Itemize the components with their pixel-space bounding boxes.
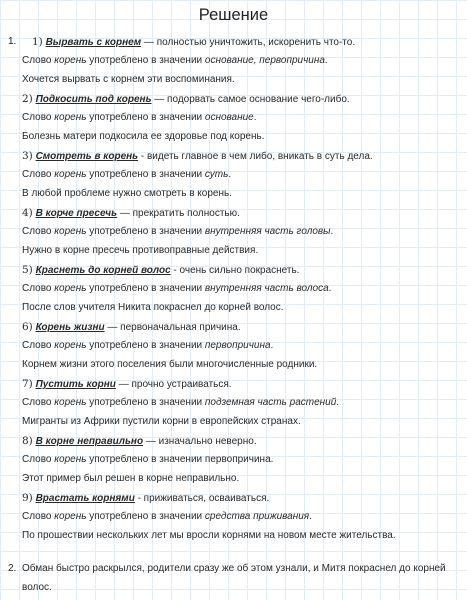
word-koren: корень: [54, 397, 87, 408]
example-sentence: По прошествии нескольких лет мы вросли корнями на новом месте жительства.: [22, 530, 396, 541]
usage-post: .: [270, 340, 274, 351]
example-sentence: После слов учителя Никита покраснел до корней волос.: [22, 302, 284, 313]
meaning-text: первопричина: [204, 340, 271, 351]
phrase-definition: - очень сильно покраснеть.: [170, 265, 300, 276]
word-koren: корень: [54, 454, 87, 465]
phrase-title: Вырвать с корнем: [45, 37, 142, 48]
usage-middle: употреблено в значении: [86, 340, 205, 351]
usage-middle: употреблено в значении: [86, 397, 205, 408]
phrase-definition: - приживаться, осваиваться.: [134, 493, 270, 504]
word-koren: корень: [54, 511, 87, 522]
phrase-heading: [22, 264, 299, 277]
example-sentence: Мигранты из Африки пустили корни в европейских странах.: [22, 416, 301, 427]
usage-post: .: [228, 169, 232, 180]
item-number: 3): [22, 150, 33, 162]
usage-prefix: Слово: [22, 55, 55, 66]
item-number: 4): [22, 207, 33, 219]
example-sentence: Нужно в корне пресечь противоправные действия.: [22, 245, 259, 256]
example-sentence: Болезнь матери подкосила ее здоровье под корень.: [22, 131, 265, 142]
phrase-title: Врастать корнями: [35, 493, 135, 504]
item-number: 1): [32, 36, 43, 48]
usage-prefix: Слово: [22, 511, 55, 522]
usage-prefix: Слово: [22, 340, 55, 351]
phrase-definition: - видеть главное в чем либо, вникать в суть дела.: [138, 151, 373, 162]
phrase-heading: [22, 435, 257, 448]
phrase-definition: — прекратить полностью.: [117, 208, 240, 219]
phrase-heading: [22, 321, 241, 334]
answer2-line1: Обман быстро раскрылся, родители сразу же об этом узнали, и Митя покраснел до корней: [22, 563, 446, 574]
meaning-text: основание: [204, 112, 254, 123]
usage-prefix: Слово: [22, 112, 55, 123]
phrase-title: В корче пресечь: [35, 208, 118, 219]
phrase-title: Корень жизни: [35, 322, 105, 333]
usage-post: .: [336, 397, 340, 408]
phrase-heading: [22, 93, 350, 106]
usage-middle: употреблено в значении: [86, 226, 205, 237]
answer2-line2: волос.: [22, 582, 52, 593]
list-marker-1: 1.: [8, 36, 17, 47]
usage-middle: употреблено в значении первопричина.: [86, 454, 274, 465]
phrase-heading: [22, 378, 232, 391]
example-sentence: В любой проблеме нужно смотреть в корень.: [22, 188, 232, 199]
usage-prefix: Слово: [22, 397, 55, 408]
item-number: 8): [22, 435, 33, 447]
example-sentence: Хочется вырвать с корнем эти воспоминания.: [22, 74, 235, 85]
usage-line: [22, 454, 273, 466]
word-koren: корень: [54, 169, 87, 180]
usage-line: [22, 511, 312, 523]
word-koren: корень: [54, 55, 87, 66]
usage-line: [22, 226, 333, 238]
usage-post: .: [330, 226, 334, 237]
usage-post: .: [309, 511, 312, 522]
meaning-text: средства приживания: [204, 511, 310, 522]
word-koren: корень: [54, 340, 87, 351]
phrase-definition: — изначально неверно.: [143, 436, 257, 447]
phrase-definition: — первоначальная причина.: [104, 322, 241, 333]
item-number: 7): [22, 378, 33, 390]
phrase-title: Пустить корни: [35, 379, 116, 390]
usage-prefix: Слово: [22, 226, 55, 237]
phrase-heading: [22, 207, 240, 220]
item-number: 2): [22, 93, 33, 105]
usage-prefix: Слово: [22, 283, 55, 294]
phrase-definition: — подорвать самое основание чего-либо.: [151, 94, 350, 105]
item-number: 6): [22, 321, 33, 333]
usage-line: [22, 283, 331, 295]
meaning-text: подземная часть растений: [204, 397, 337, 408]
phrase-title: В корне неправильно: [35, 436, 144, 447]
usage-line: [22, 55, 328, 67]
phrase-definition: — прочно устраиваться.: [115, 379, 232, 390]
usage-middle: употреблено в значении: [86, 169, 205, 180]
example-sentence: Корнем жизни этого поселения были многочисленные родники.: [22, 359, 318, 370]
usage-middle: употреблено в значении: [86, 112, 205, 123]
phrase-heading: [22, 150, 373, 163]
phrase-definition: — полностью уничтожить, искоренить что-то.: [141, 37, 356, 48]
usage-middle: употреблено в значении: [86, 511, 205, 522]
usage-middle: употреблено в значении: [86, 55, 205, 66]
usage-line: [22, 169, 231, 181]
meaning-text: внутренняя часть волоса: [204, 283, 329, 294]
phrase-title: Краснеть до корней волос: [35, 265, 171, 276]
word-koren: корень: [54, 226, 87, 237]
usage-line: [22, 340, 273, 352]
phrase-heading: [22, 492, 269, 505]
example-sentence: Этот пример был решен в корне неправильно.: [22, 473, 240, 484]
word-koren: корень: [54, 112, 87, 123]
usage-prefix: Слово: [22, 454, 55, 465]
list-marker-2: 2.: [8, 563, 17, 574]
item-number: 9): [22, 492, 33, 504]
word-koren: корень: [54, 283, 87, 294]
usage-line: [22, 397, 339, 409]
phrase-title: Смотреть в корень: [35, 151, 139, 162]
usage-post: .: [328, 283, 332, 294]
usage-line: [22, 112, 257, 124]
usage-middle: употреблено в значении: [86, 283, 205, 294]
page-title: Решение: [198, 6, 269, 24]
meaning-text: внутренняя часть головы: [204, 226, 331, 237]
usage-post: .: [253, 112, 257, 123]
usage-post: .: [324, 55, 328, 66]
phrase-title: Подкосить под корень: [35, 94, 152, 105]
meaning-text: суть: [204, 169, 229, 180]
item-number: 5): [22, 264, 33, 276]
usage-prefix: Слово: [22, 169, 55, 180]
phrase-heading: [32, 36, 355, 49]
meaning-text: основание, первопричина: [204, 55, 325, 66]
